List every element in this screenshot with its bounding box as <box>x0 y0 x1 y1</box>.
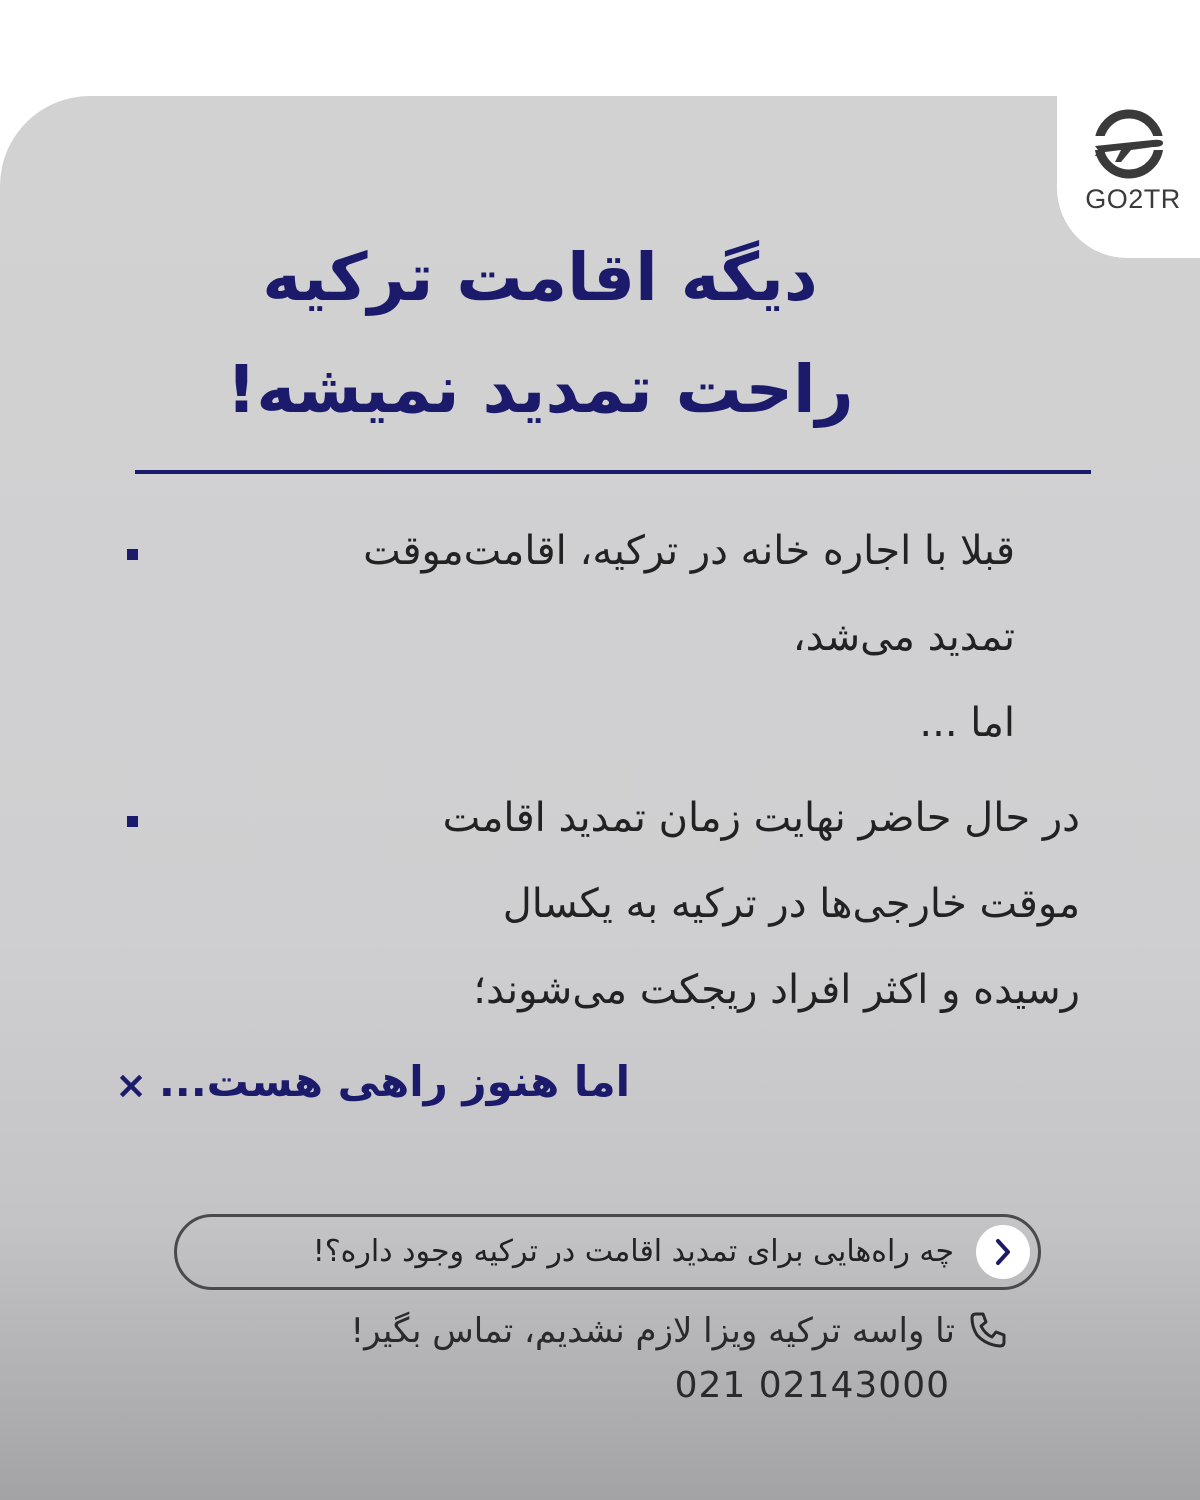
airplane-logo-icon <box>1091 106 1167 182</box>
title-line-1: دیگه اقامت ترکیه <box>262 239 818 316</box>
title-divider <box>135 470 1091 474</box>
contact-text: تا واسه ترکیه ویزا لازم نشدیم، تماس بگیر! <box>350 1311 955 1351</box>
page-title <box>150 222 930 446</box>
bullet-line: در حال حاضر نهایت زمان تمدید اقامت <box>442 795 1080 841</box>
phone-icon <box>968 1310 1008 1350</box>
question-button[interactable] <box>174 1214 1041 1290</box>
question-text: چه راه‌هایی برای تمدید اقامت در ترکیه وجود داره؟! <box>312 1234 954 1269</box>
brand-logo[interactable] <box>1057 96 1200 258</box>
bullet-line: اما ... <box>919 700 1015 746</box>
title-line-2: راحت تمدید نمیشه! <box>226 351 854 428</box>
next-button[interactable] <box>976 1225 1030 1279</box>
bullet-square-icon <box>127 816 138 827</box>
chevron-right-icon <box>991 1238 1015 1266</box>
tagline: اما هنوز راهی هست... <box>158 1057 630 1106</box>
bullet-item-2 <box>160 775 1080 1033</box>
bullet-square-icon <box>127 549 138 560</box>
bullet-item-1 <box>160 508 1015 766</box>
brand-name: GO2TR <box>1085 184 1181 214</box>
cross-icon: × <box>115 1063 147 1107</box>
bullet-line: قبلا با اجاره خانه در ترکیه، اقامت‌موقت <box>363 528 1015 574</box>
phone-number[interactable]: 021 02143000 <box>674 1365 950 1406</box>
bullet-line: تمدید می‌شد، <box>792 614 1015 660</box>
bullet-line: موقت خارجی‌ها در ترکیه به یکسال <box>502 881 1080 927</box>
bullet-line: رسیده و اکثر افراد ریجکت می‌شوند؛ <box>473 967 1080 1013</box>
